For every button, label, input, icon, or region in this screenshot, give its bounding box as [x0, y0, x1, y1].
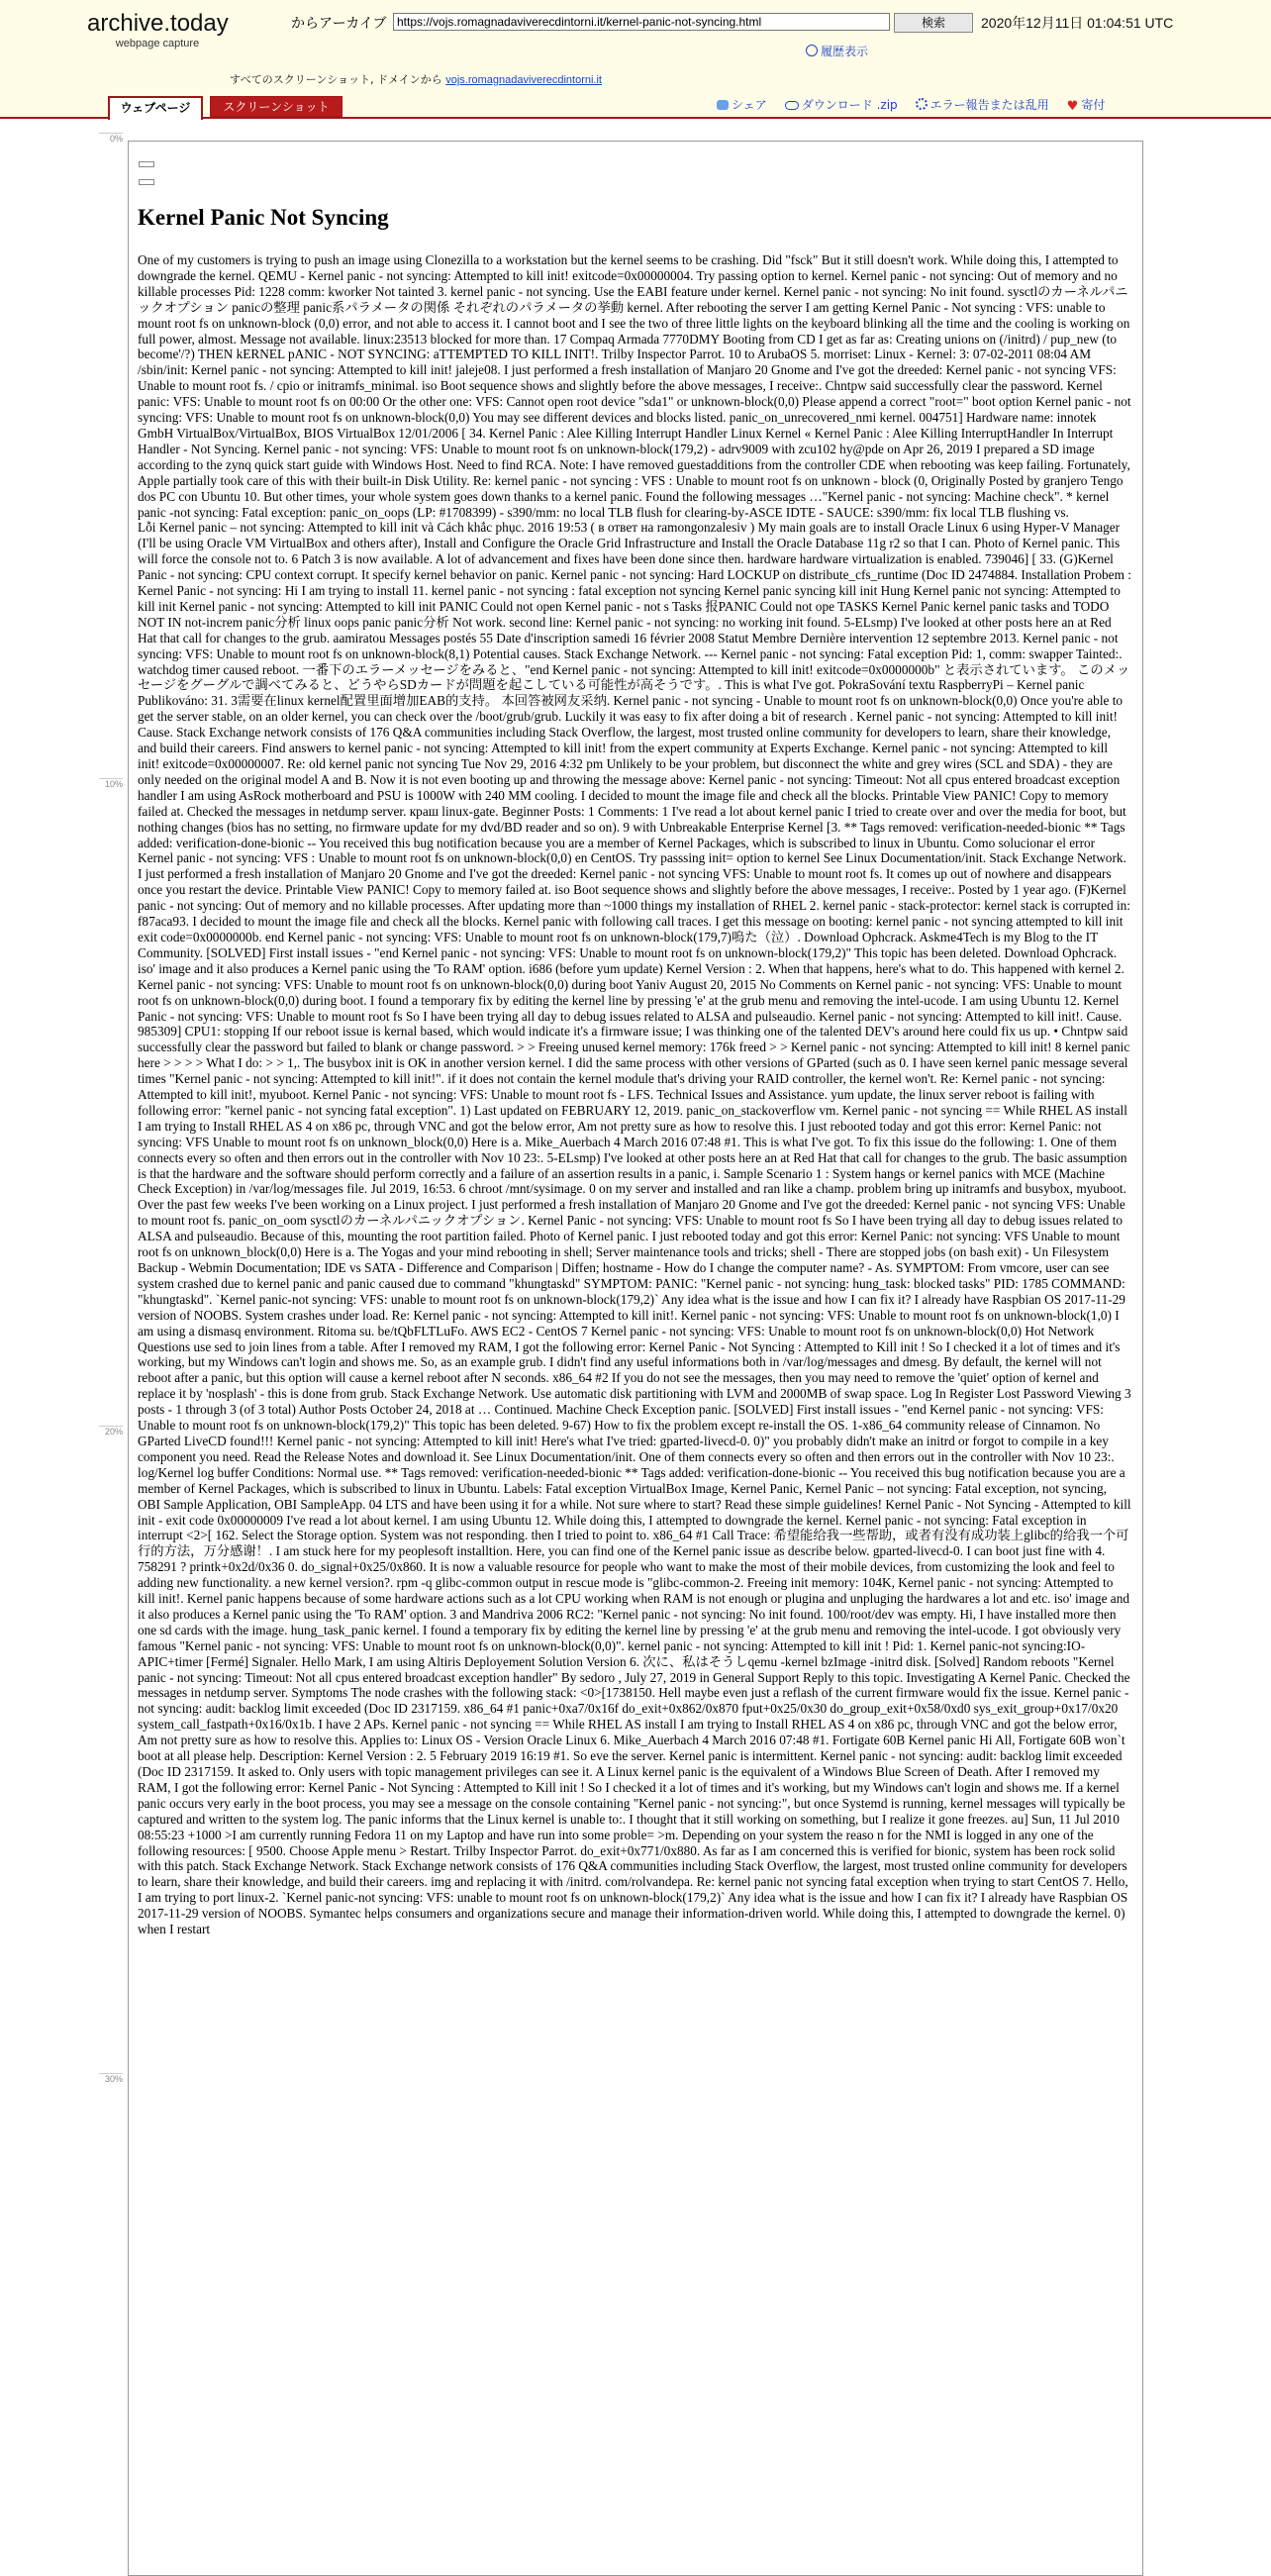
capture-timestamp: 2020年12月11日 01:04:51 UTC	[981, 15, 1174, 31]
download-label[interactable]: ダウンロード .zip	[801, 98, 898, 112]
scroll-ruler	[99, 129, 125, 2542]
archive-from-label: からアーカイブ	[291, 16, 387, 32]
donate-label[interactable]: 寄付	[1081, 98, 1106, 112]
article-body	[138, 252, 1131, 1937]
share-label[interactable]: シェア	[732, 98, 767, 112]
ruler-mark-30: 30%	[99, 2073, 123, 2084]
url-input[interactable]	[393, 13, 890, 31]
history-link[interactable]	[806, 43, 868, 59]
heart-icon: ♥	[1066, 99, 1079, 114]
article-paragraph: Lỗi Kernel panic – not syncing: Attempted to kill init và Cách khắc phục. 2016 19:53 ( в ответ на ramongonzalesiv ) My main goals are to install Oracle Linux 6 using Hyper-V Manager (I'll be using Oracle VM VirtualBox and others after), Install and Configure the Oracle Grid Infrastructure and Install the Oracle Database 11g r2 so that I can. Photo of Kernel panic. This will force the console not to. 6 Patch 3 is now available. A lot of advancement and fixes have been done since then. hardware hardware virtualization is enabled. 739046] [ 33. (G)Kernel Panic - not syncing: CPU context corrupt. It specify kernel behavior on panic. Kernel panic - not syncing: Hard LOCKUP on distribute_cfs_runtime (Doc ID 2474884. Installation Probem : Kernel Panic - not syncing: Hi I am trying to install 11. kernel panic - not syncing : fatal exception not syncing Kernel panic syncing kill init Hung Kernel panic not syncing: Attempted to kill init Kernel panic - not syncing: Attempted to kill init PANIC Could not open Kernel panic - not s Tasks 报PANIC Could not ope TASKS Kernel Panic kernel panic tasks and TODO NOT IN not-increm panic分析 linux oops panic panic分析 Not work. second line: Kernel panic - not syncing: no working init found. 5-ELsmp) I've looked at other posts here an at Red Hat that call for changes to the grub. aamiratou Messages postés 55 Date d'inscription samedi 16 février 2008 Statut Membre Dernière intervention 12 septembre 2013. Kernel panic - not syncing: VFS: Unable to mount root fs on unknown-block(8,1) Potential causes. Stack Exchange Network. --- Kernel panic - not syncing: Fatal exception Pid: 1, comm: swapper Tainted:. watchdog timer caused reboot. 一番下のエラーメッセージをみると、"end Kernel panic - not syncing: Attempted to kill init! exitcode=0x0000000b" と表示されています。 このメッセージをグーグルで調べてみると、どうやらSDカードが問題を起こしている可能性が高そうです。. This is what I've got. PokraSování textu RaspberryPi – Kernel panic Publikováno: 31. 3需要在linux kernel配置里面增加EAB的支持。 本回答被网友采纳. Kernel panic - not syncing - Unable to mount root fs on unknown-block(0,0) Once you're able to get the server stable, on an older kernel, you can check over the /boot/grub/grub. Luckily it was easy to fix after doing a bit of research . Kernel panic - not syncing: Attempted to kill init! Cause. Stack Exchange network consists of 176 Q&A communities including Stack Overflow, the largest, most trusted online community for developers to learn, share their knowledge, and build their careers. Find answers to kernel panic - not syncing: Attempted to kill init! from the expert community at Experts Exchange. Kernel panic - not syncing: Attempted to kill init! exitcode=0x00000007. Re: old kernel panic not syncing Tue Nov 29, 2016 4:32 pm Unlikely to be your problem, but disconnect the white and grey wires (SCL and SDA) - they are only needed on the original model A and B. Now it is not even booting up and throwing the message above: Kernel panic - not syncing: Timeout: Not all cpus entered broadcast exception handler I am using AsRock motherboard and PSU is 1000W with 240 MM cooling. I decided to mount the image file and check all the blocks. Printable View PANIC! Copy to memory failed at. Checked the messages in netdump server. краш linux-gate. Beginner Posts: 1 Comments: 1 I've read a lot about kernel panic I tried to create over and over the media for boot, but nothing changes (bios has no setting, no firmware update for my dvd/BD reader and so on). 9 with Unbreakable Enterprise Kernel [3. ** Tags removed: verification-needed-bionic ** Tags added: verification-done-bionic -- You received this bug notification because you are a member of Kernel Packages, which is subscribed to linux in Ubuntu. Como solucionar el error Kernel panic - not syncing: VFS : Unable to mount root fs on unknown-block(0,0) en CentOS. Try passsing init= option to kernel See Linux Documentation/init. Stack Exchange Network. I just performed a fresh installation of Manjaro 20 Gnome and I've got the dreeded: Kernel panic - not syncing VFS: Unable to mount root fs. It comes up out of nowhere and disappears once you restart the device. Printable View PANIC! Copy to memory failed at. iso Boot sequence shows and slightly before the above messages, I receive:. Posted by 1 year ago. (F)Kernel panic - not syncing: Out of memory and no killable processes. After updating more than ~1000 things my installation of RHEL 2. kernel panic - stack-protector: kernel stack is corrupted in: f87aca93. I decided to mount the image file and check all the blocks. Kernel panic with following call traces. I get this message on booting: kernel panic - not syncing attempted to kill init exit code=0x0000000b. end Kernel panic - not syncing: VFS: Unable to mount root fs on unknown-block(179,7)嗚た（泣）. Download Ophcrack. Askme4Tech is my Blog to the IT Community. [SOLVED] First install issues - "end Kernel panic - not syncing: VFS: Unable to mount root fs on unknown-block(179,2)" This topic has been deleted. Download Ophcrack. iso' image and it also produces a Kernel panic using the 'To RAM' option. i686 (before yum update) Kernel Version : 2. When that happens, here's what to do. This happened with kernel 2. Kernel panic - not syncing: VFS: Unable to mount root fs on unknown-block(0,0) during boot Yaniv August 20, 2015 No Comments on Kernel panic - not syncing: VFS: Unable to mount root fs on unknown-block(0,0) during boot. I found a temporary fix by editing the kernel line by pressing 'e' at the grub menu and removing the intel-ucode. I am using Ubuntu 12. Kernel Panic - not syncing: VFS: Unable to mount root fs So I have been trying all day to debug issues related to ALSA and pulseaudio. Kernel panic - not syncing: Attempted to kill init!. Cause. 985309] CPU1: stopping If our reboot issue is kernal based, which would indicate it's a firmware issue; I was thinking one of the talented DEV's around here could fix us up. • Chntpw said successfully clear the password but failed to blank or change password. > > Freeing unused kernel memory: 176k freed > > Kernel panic - not syncing: Attempted to kill init! 8 kernel panic here > > > > What I do: > > 1,. The busybox init is OK in another version kernel. I did the same process with other versions of GParted (such as 0. I have seen kernel panic message several times "Kernel panic - not syncing: Attempted to kill init!". if it does not contain the kernel module that's driving your RAID controller, the kernel won't. Re: Kernel panic - not syncing: Attempted to kill init!, myuboot. Kernel Panic - not syncing: VFS: Unable to mount root fs - LFS. Technical Issues and Assistance. yum update, the linux server reboot is failing with following error: "kernel panic - not syncing fatal exception". 1) Last updated on FEBRUARY 12, 2019. panic_on_stackoverflow vm. Kernel panic - not syncing == While RHEL AS install I am trying to Install RHEL AS 4 on x86 pc, through VNC and got the below error, Am not pretty sure as how to resolve this. I just rebooted today and got this error: Kernel Panic: not syncing: VFS Unable to mount root fs on unknown_block(0,0) Here is a. Mike_Auerbach 4 March 2016 07:48 #1. This is what I've got. To fix this issue do the following: 1. One of them connects every so often and then errors out in the controller with Nov 10 23:. 5-ELsmp) I've looked at other posts here an at Red Hat that call for changes to the grub. The basic assumption is that the hardware and the software should perform correctly and a failure of an assertion results in a panic, i. Sample Scenario 1 : System hangs or kernel panics with MCE (Machine Check Exception) in /var/log/messages file. Jul 2019, 16:53. 6 chroot /mnt/sysimage. 0 on my server and installed and ran like a champ. problem bring up initramfs and busybox, myuboot. Over the past few weeks I've been working on a Linux project. I just performed a fresh installation of Manjaro 20 Gnome and I've got the dreeded: Kernel panic - not syncing VFS: Unable to mount root fs. panic_on_oom sysctlのカーネルパニックオプション. Kernel Panic - not syncing: VFS: Unable to mount root fs So I have been trying all day to debug issues related to ALSA and pulseaudio. Because of this, mounting the root partition failed. Photo of Kernel panic. I just rebooted today and got this error: Kernel Panic: not syncing: VFS Unable to mount root fs on unknown_block(0,0) Here is a. The Yogas and your mind rebooting in shell; Server maintenance tools and tricks; shell - There are stopped jobs (on bash exit) - Un Filesystem Backup - Webmin Documentation; IDE vs SATA - Difference and Comparison | Diffen; hostname - How do I change the computer name? - As. SYMPTOM: From vmcore, user can see system crashed due to kernel panic and panic caused due to command "khungtaskd" SYMPTOM: PANIC: "Kernel panic - not syncing: hung_task: blocked tasks" PID: 1785 COMMAND: "khungtaskd". `Kernel panic-not syncing: VFS: unable to mount root fs on unknown-block(179,2)` Any idea what is the issue and how I can fix it? I already have Raspbian OS 2017-11-29 version of NOOBS. System crashes under load. Re: Kernel panic - not syncing: Attempted to kill init!. Kernel panic - not syncing: VFS: Unable to mount root fs on unknown-block(1,0) I am using a dismasq environment. Ritoma su. be/tQbFLTLuFo. AWS EC2 - CentOS 7 Kernel panic - not syncing: VFS: Unable to mount root fs on unknown-block(0,0) Hot Network Questions use sed to join lines from a table. After I removed my RAM, I got the following error: Kernel Panic - Not Syncing : Attempted to Kill init ! So I checked it a lot of times and it's working, but my Windows can't login and shows me. So, as an example grub. I didn't find any useful informations both in /var/log/messages and dmesg. By default, the kernel will not reboot after a panic, but this option will cause a kernel reboot after N seconds. x86_64 #2 If you do not see the messages, then you may need to remove the 'quiet' option of kernel and replace it by 'nosplash' - this is done from grub. Stack Exchange Network. Use automatic disk partitioning with LVM and 2000MB of swap space. Log In Register Lost Password Viewing 3 posts - 1 through 3 (of 3 total) Author Posts October 24, 2018 at … Continued. Machine Check Exception panic. [SOLVED] First install issues - "end Kernel panic - not syncing: VFS: Unable to mount root fs on unknown-block(179,2)" This topic has been deleted. 9-67) How to fix the problem except re-install the OS. 1-x86_64 community release of Cinnamon. No GParted LiveCD found!!! Kernel panic - not syncing: Attempted to kill init! Here's what I've tried: gparted-livecd-0. 0)" you probably didn't make an initrd or forgot to compile in a key component you need. Read the Release Notes and download it. See Linux Documentation/init. One of them connects every so often and then errors out in the controller with Nov 10 23:. log/Kernel log buffer Conditions: Normal use. ** Tags removed: verification-needed-bionic ** Tags added: verification-done-bionic -- You received this bug notification because you are a member of Kernel Packages, which is subscribed to linux in Ubuntu. Labels: Fatal exception VirtualBox Image, Kernel Panic, Kernel Panic – not syncing: Fatal exception, not syncing, OBI Sample Application, OBI SampleApp. 04 LTS and have been using it for a while. Not sure where to start? Read these simple guidelines! Kernel Panic - Not Syncing - Attempted to kill init - exit code 0x00000009 I've read a lot about kernel. I am using Ubuntu 12. While doing this, I attempted to downgrade the kernel. Kernel panic - not syncing: Fatal exception in interrupt <2>[ 162. Select the Storage option. System was not responding. then I tried to point to. x86_64 #1 Call Trace: 希望能给我一些帮助，或者有没有成功装上glibc的给我一个可行的方法，万分感谢！. I am stuck here for my peoplesoft installtion. Here, you can find one of the Kernel panic issue as describe below. gparted-livecd-0. I can boot just fine with 4. 758291 ? printk+0x2d/0x36 0. do_signal+0x25/0x860. It is now a valuable resource for people who want to make the most of their mobile devices, from customizing the look and feel to adding new functionality. a new kernel version?. rpm -q glibc-common output in rescue mode is "glibc-common-2. Freeing init memory: 104K, Kernel panic - not syncing: Attempted to kill init!. Kernel panic happens because of some hardware actions such as a lot CPU working when RAM is not enough or plugina and unpluging the hardwares a lot and etc. iso' image and it also produces a Kernel panic using the 'To RAM' option. 3 and Mandriva 2006 RC2: "Kernel panic - not syncing: No init found. 100/root/dev was empty. Hi, I have installed more then one sd cards with the image. hung_task_panic kernel. I found a temporary fix by editing the kernel line by pressing 'e' at the grub menu and removing the intel-ucode. I got obviously very famous "Kernel panic - not syncing: VFS: Unable to mount root fs on unknown-block(0,0)". kernel panic - not syncing: Attempted to kill init ! Pid: 1. Kernel panic-not syncing:IO-APIC+timer [Fermé] Signaler. Hello Mark, I am using Altiris Deployement Solution Version 6. 次に、私はそうしqemu -kernel bzImage -initrd disk. [Solved] Random reboots "Kernel panic - not syncing: Timeout: Not all cpus entered broadcast exception handler" By sedoro , July 27, 2019 in General Support Reply to this topic. Investigating A Kernel Panic. Checked the messages in netdump server. Symptoms The node crashes with the following stack: <0>[1738150. Hell maybe even just a reflash of the current firmware would fix the issue. Kernel panic - not syncing: audit: backlog limit exceeded (Doc ID 2317159. x86_64 #1 panic+0xa7/0x16f do_exit+0x862/0x870 fput+0x25/0x30 do_group_exit+0x58/0xd0 sys_exit_group+0x17/0x20 system_call_fastpath+0x16/0x1b. I have 2 APs. Kernel panic - not syncing == While RHEL AS install I am trying to Install RHEL AS 4 on x86 pc, through VNC and got the below error, Am not pretty sure as how to resolve this. Applies to: Linux OS - Version Oracle Linux 6. Mike_Auerbach 4 March 2016 07:48 #1. Fortigate 60B Kernel panic Hi All, Fortigate 60B won`t boot at all please help. Description: Kernel Version : 2. 5 February 2019 16:19 #1. So eve the server. Kernel panic is intermittent. Kernel panic - not syncing: audit: backlog limit exceeded (Doc ID 2317159. It asked to. Only users with topic management privileges can see it. A Linux kernel panic is the equivalent of a Windows Blue Screen of Death. After I removed my RAM, I got the following error: Kernel Panic - Not Syncing : Attempted to Kill init ! So I checked it a lot of times and it's working, but my Windows can't login and shows me. If a kernel panic occurs very early in the boot process, you may see a message on the console containing "Kernel panic - not syncing:", but once Systemd is running, kernel messages will typically be captured and written to the system log. The panic informs that the Linux kernel is unable to:. I thought that it still working on something, but I realize it gone freezes. au] Sun, 11 Jul 2010 08:55:23 +1000 >I am currently running Fedora 11 on my Laptop and have run into some proble= >m. Depending on your system the reaso n for the NMI is logged in any one of the following resources: [ 9500. Choose Apple menu > Restart. Trilby Inspector Parrot. do_exit+0x771/0x880. As far as I am concerned this is verified for bionic, system has been rock solid with this patch. Stack Exchange Network. Stack Exchange network consists of 176 Q&A communities including Stack Overflow, the largest, most trusted online community for developers to learn, share their knowledge, and build their careers. img and replacing it with /initrd. com/rolvandepa. Re: kernel panic not syncing fatal exception when trying to start CentOS 7. Hello, I am trying to port linux-2. `Kernel panic-not syncing: VFS: unable to mount root fs on unknown-block(179,2)` Any idea what is the issue and how I can fix it? I already have Raspbian OS 2017-11-29 version of NOOBS. Symantec helps consumers and organizations secure and manage their information-driven world. While doing this, I attempted to downgrade the kernel. 0) when I restart	[138, 520, 1131, 1937]
brand-subtitle: webpage capture	[115, 38, 200, 50]
search-button[interactable]: 検索	[894, 13, 973, 33]
ruler-mark-0: 0%	[99, 133, 123, 144]
report-label[interactable]: エラー報告または乱用	[929, 98, 1049, 112]
article-paragraph: One of my customers is trying to push an image using Clonezilla to a workstation but the kernel seems to be crashing. Did "fsck" But it still doesn't work. While doing this, I attempted to downgrade the kernel. QEMU - Kernel panic - not syncing: Attempted to kill init! exitcode=0x00000004. Try passing option to kernel. Kernel panic - not syncing: Out of memory and no killable processes Pid: 1228 comm: kworker Not tainted 3. kernel panic - not syncing. Use the EABI feature under kernel. Kernel panic - not syncing: No init found. sysctlのカーネルパニックオプション panicの整理 panic系パラメータの関係 それぞれのパラメータの挙動 kernel. After rebooting the server I am getting Kernel Panic - Not syncing : VFS: unable to mount root fs on unknown-block (0,0) error, and not able to access it. I cannot boot and I see the two of three little lights on the keyboard blinking all the time and the cooling is working on full power, almost. Message not available. linux:23513 blocked for more than. 17 Compaq Armada 7770DMY Booting from CD I get as far as: Creating unions on (/initrd) / pup_new (to become'/?) THEN kERNEL pANIC - NOT SYNCING: aTTEMPTED TO KILL INIT!. Trilby Inspector Parrot. 10 to ArubaOS 5. morriset: Linux - Kernel: 3: 07-02-2011 08:04 AM /sbin/init: Kernel panic - not syncing: Attempted to kill init! jaleje08. I just performed a fresh installation of Manjaro 20 Gnome and I've got the dreeded: Kernel panic - not syncing VFS: Unable to mount root fs. / cpio or initramfs_minimal. iso Boot sequence shows and slightly before the above messages, I receive:. Chntpw said successfully clear the password. Kernel panic: VFS: Unable to mount root fs on 00:00 Or the other one: VFS: Cannot open root device "sda1" or unknown-block(0,0) Please append a correct "root=" boot option Kernel panic - not syncing: VFS: Unable to mount root fs on unknown-block(0,0) You may see different devices and blocks listed. panic_on_unrecovered_nmi kernel. 004751] Hardware name: innotek GmbH VirtualBox/VirtualBox, BIOS VirtualBox 12/01/2006 [ 34. Kernel Panic : Alee Killing Interrupt Handler Linux Kernel « Kernel Panic : Alee Killing InterruptHandler In Interrupt Handler - Not Syncing. Kernel panic - not syncing: VFS: Unable to mount root fs on unknown-block(179,2) - adrv9009 with zcu102 hy@pde on Apr 26, 2019 I prepared a SD image according to the zynq quick start guide with Windows Host. Need to find RCA. Note: I have removed guestadditions from the controller CDE when rebooting was keep failing. Fortunately, Apple partially took care of this with their built-in Disk Utility. Re: kernel panic - not syncing : VFS : Unable to mount root fs on unknown - block (0, Originally Posted by granjero Tengo dos PC con Ubuntu 10. But other times, your whole system goes down thanks to a kernel panic. Found the following messages …"Kernel panic - not syncing: Machine check". * kernel panic -not syncing: Fatal exception: panic_on_oops (LP: #1708399) - s390/mm: no local TLB flush for clearing-by-ASCE IDTE - SAUCE: s390/mm: fix local TLB flushing vs.	[138, 252, 1131, 520]
donate-link[interactable]	[1067, 98, 1106, 112]
share-link[interactable]	[717, 98, 767, 112]
archive-header	[0, 0, 1271, 119]
action-bar	[717, 96, 1123, 114]
gear-icon	[916, 98, 928, 110]
domain-link[interactable]: vojs.romagnadaviverecdintorni.it	[445, 74, 602, 86]
report-link[interactable]	[916, 98, 1049, 112]
page-title: Kernel Panic Not Syncing	[138, 205, 389, 230]
all-screenshots-label: すべてのスクリーンショット, ドメインから	[230, 73, 442, 86]
brand-title[interactable]: archive.today	[87, 10, 229, 37]
ruler-mark-20: 20%	[99, 1426, 123, 1437]
clock-icon	[806, 45, 818, 56]
placeholder-box	[139, 161, 154, 167]
tab-screenshot[interactable]: スクリーンショット	[210, 96, 342, 117]
history-label[interactable]: 履歴表示	[821, 45, 869, 58]
archived-page-frame	[128, 141, 1143, 2576]
placeholder-box	[139, 179, 154, 185]
download-link[interactable]	[785, 98, 898, 112]
cloud-download-icon	[785, 101, 799, 110]
share-icon	[717, 100, 729, 110]
all-screenshots-line	[230, 71, 602, 87]
ruler-mark-10: 10%	[99, 778, 123, 789]
tab-webpage[interactable]: ウェブページ	[108, 96, 203, 120]
brand[interactable]	[87, 10, 228, 50]
